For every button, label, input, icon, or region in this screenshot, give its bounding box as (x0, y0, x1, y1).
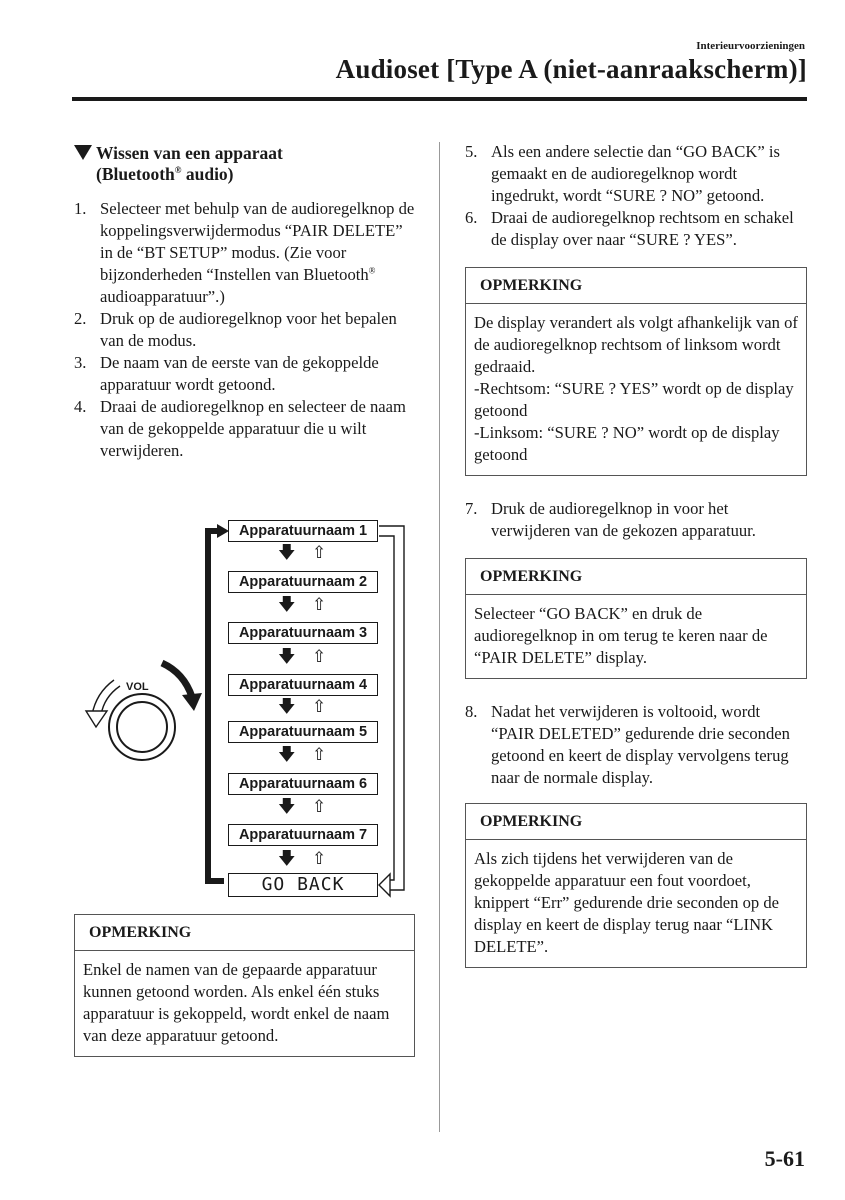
arrow-up-icon: ⇧ (312, 543, 327, 563)
steps-list-right-2 (465, 498, 807, 542)
heading-line-1: Wissen van een apparaat (96, 143, 283, 163)
arrow-up-icon: ⇧ (312, 849, 327, 869)
list-item: 8. Nadat het verwijderen is voltooid, wordt “PAIR DELETED” gedurende drie seconden getoond en keert de display vervolgens terug naar de normale display. (465, 702, 790, 787)
left-loop-bracket (208, 531, 224, 881)
arrow-down-icon: 🡇 (278, 745, 296, 765)
list-item: 1. Selecteer met behulp van de audioregelknop de koppelingsverwijdermodus “PAIR DELETE” in de “BT SETUP” modus. (Zie voor bijzonderheden “Instellen van Bluetooth® audioapparatuur”.) (74, 199, 415, 306)
arrow-down-icon: 🡇 (278, 543, 296, 563)
heading-line-2: (Bluetooth® audio) (96, 164, 234, 184)
device-selection-diagram (74, 515, 419, 900)
arrow-up-icon: ⇧ (312, 647, 327, 667)
arrow-up-icon: ⇧ (312, 595, 327, 615)
note-box (74, 914, 415, 1057)
page-number: 5-61 (764, 1146, 805, 1171)
note-heading: OPMERKING (466, 268, 806, 304)
right-loop-arrowhead (379, 874, 390, 896)
arrow-down-icon: 🡇 (278, 595, 296, 615)
note-text: Als zich tijdens het verwijderen van de gekoppelde apparatuur een fout voordoet, knippert “Err” gedurende drie seconden op de display en keert de display terug naar “LINK DELETE”. (474, 849, 780, 956)
steps-list-right (465, 141, 807, 251)
note-heading: OPMERKING (466, 804, 806, 840)
arrow-up-icon: ⇧ (312, 697, 327, 717)
section-heading (74, 143, 419, 185)
arrow-up-icon: ⇧ (312, 745, 327, 765)
right-loop-outer (379, 526, 404, 890)
note-heading: OPMERKING (75, 915, 414, 951)
left-column (74, 143, 419, 462)
header-section-label: Interieurvoorzieningen (696, 40, 805, 52)
list-item: 4. Draai de audioregelknop en selecteer de naam van de gekoppelde apparatuur die u wilt verwijderen. (74, 397, 406, 460)
rotate-left-arrowhead (86, 711, 107, 727)
device-name-box: Apparatuurnaam 6 (228, 773, 378, 795)
device-name-box: Apparatuurnaam 4 (228, 674, 378, 696)
device-name-box: Apparatuurnaam 2 (228, 571, 378, 593)
steps-list-right-3 (465, 701, 807, 789)
note-box (465, 558, 807, 679)
note-heading: OPMERKING (466, 559, 806, 595)
device-name-box: Apparatuurnaam 1 (228, 520, 378, 542)
arrow-down-icon: 🡇 (278, 697, 296, 717)
vol-label: VOL (126, 681, 149, 693)
note-box (465, 803, 807, 968)
arrow-down-icon: 🡇 (278, 849, 296, 869)
page-title: Audioset [Type A (niet-aanraakscherm)] (335, 54, 807, 84)
list-item: 6. Draai de audioregelknop rechtsom en schakel de display over naar “SURE ? YES”. (465, 208, 794, 249)
arrow-down-icon: 🡇 (278, 797, 296, 817)
volume-knob-icon (108, 693, 176, 761)
note-text: De display verandert als volgt afhankelijk van of de audioregelknop rechtsom of linksom wordt gedraaid. -Rechtsom: “SURE ? YES” wordt op de display getoond -Linksom: “SURE ? NO” wordt op de display getoond (474, 313, 798, 464)
column-divider (439, 142, 440, 1132)
device-name-box: Apparatuurnaam 7 (228, 824, 378, 846)
arrow-up-icon: ⇧ (312, 797, 327, 817)
steps-list-left (74, 198, 419, 462)
list-item: 5. Als een andere selectie dan “GO BACK” is gemaakt en de audioregelknop wordt ingedrukt, wordt “SURE ? NO” getoond. (465, 142, 780, 205)
list-item: 2. Druk op de audioregelknop voor het bepalen van de modus. (74, 309, 397, 350)
note-box (465, 267, 807, 476)
rotate-right-arrow (162, 663, 192, 697)
rotate-right-arrowhead (182, 693, 202, 711)
list-item: 3. De naam van de eerste van de gekoppelde apparatuur wordt getoond. (74, 353, 379, 394)
header-rule (72, 97, 807, 101)
right-column (465, 141, 807, 968)
go-back-display-box: GO BACK (228, 873, 378, 897)
list-item: 7. Druk de audioregelknop in voor het verwijderen van de gekozen apparatuur. (465, 499, 756, 540)
triangle-bullet-icon (74, 145, 92, 160)
note-text: Selecteer “GO BACK” en druk de audioregelknop in om terug te keren naar de “PAIR DELETE” display. (474, 604, 768, 667)
right-loop-inner (379, 536, 394, 880)
device-name-box: Apparatuurnaam 5 (228, 721, 378, 743)
note-text: Enkel de namen van de gepaarde apparatuur kunnen getoond worden. Als enkel één stuks apparatuur is gekoppeld, wordt enkel de naam van deze apparatuur getoond. (83, 960, 390, 1045)
device-name-box: Apparatuurnaam 3 (228, 622, 378, 644)
rotate-left-arrow (92, 680, 114, 715)
arrow-down-icon: 🡇 (278, 647, 296, 667)
